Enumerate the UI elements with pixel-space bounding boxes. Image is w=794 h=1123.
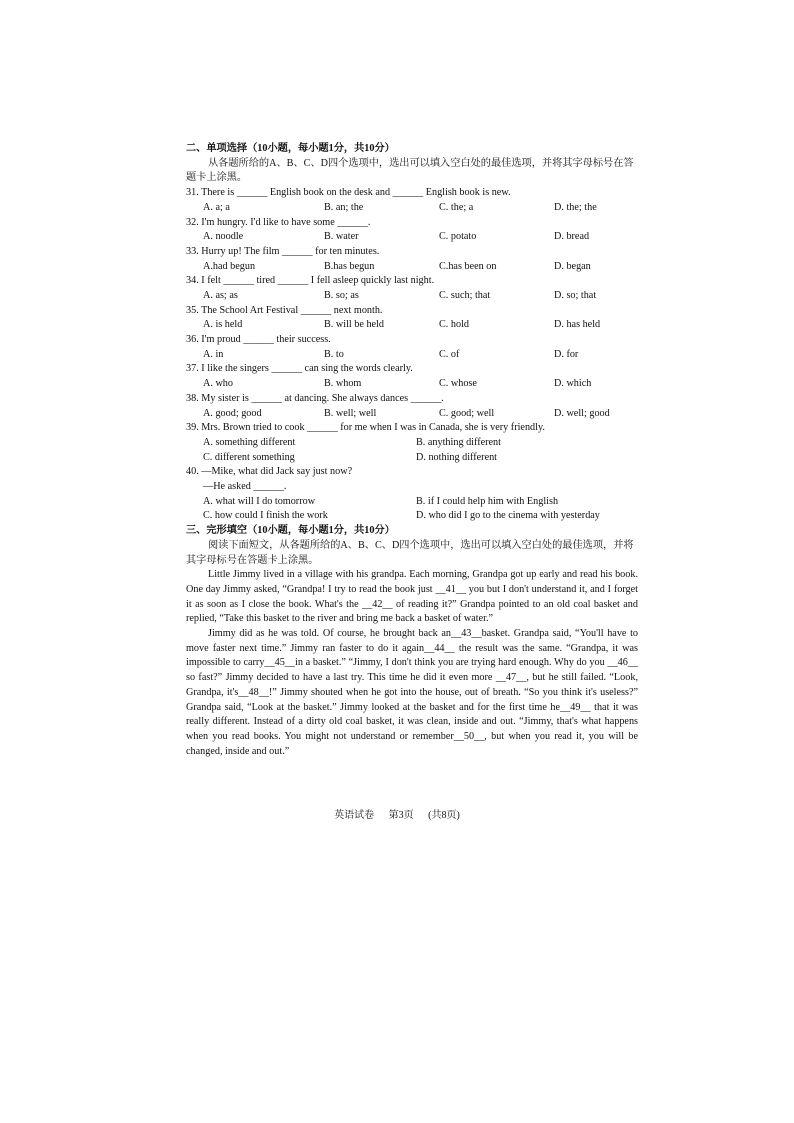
question-stem: 31. There is ______ English book on the desk and ______ English book is new. xyxy=(186,187,511,199)
option-c: C. different something xyxy=(203,451,295,463)
option-a: A. as; as xyxy=(203,289,238,301)
option-d: D. for xyxy=(554,348,579,360)
question-options xyxy=(186,348,638,363)
passage-paragraph-1: Little Jimmy lived in a village with his grandpa. Each morning, Grandpa got up early and read his book. One day Jimmy asked, “Grandpa! I try to read the book just __41__ you but I don't understand it, and I forget it as soon as I close the book. What's the __42__ of reading it?” Grandpa pointed to an old coal basket and replied, “Take this basket to the river and bring me back a basket of water.” xyxy=(186,569,638,625)
option-b: B. will be held xyxy=(324,319,384,331)
passage-paragraph-2: Jimmy did as he was told. Of course, he brought back an__43__basket. Grandpa said, “You'll have to move faster next time.” Jimmy ran faster to do it again__44__ the result was the same. “Grandpa, it was impossible to carry__45__in a basket.” “Jimmy, I don't think you are trying hard enough. Why do you __46__ so fast?” Jimmy decided to have a last try. This time he did it even more __47__, but he still failed. “Look, Grandpa, it's__48__!” Jimmy shouted when he got into the house, out of breath. “So you think it's useless?” Grandpa said, “Look at the basket.” Jimmy looked at the basket and for the first time he__49__ that it was really different. Instead of a dirty old coal basket, it was clean, inside and out. “Jimmy, that's what happens when you read books. You might not understand or remember__50__, but when you read it, you will be changed, inside and out.” xyxy=(186,628,638,757)
option-d: D. which xyxy=(554,378,592,390)
option-b: B. water xyxy=(324,231,359,243)
option-d: D. so; that xyxy=(554,289,597,301)
option-b: B.has begun xyxy=(324,260,375,272)
option-c: C. such; that xyxy=(439,289,491,301)
option-d: D. the; the xyxy=(554,201,597,213)
section3-title: 三、完形填空（10小题，每小题1分，共10分） xyxy=(186,525,395,537)
question-options xyxy=(186,377,638,392)
option-b: B. an; the xyxy=(324,201,364,213)
question-stem: 36. I'm proud ______ their success. xyxy=(186,334,331,346)
option-d: D. has held xyxy=(554,319,601,331)
question-stem: 37. I like the singers ______ can sing the words clearly. xyxy=(186,363,413,375)
option-b: B. to xyxy=(324,348,344,360)
option-c: C. the; a xyxy=(439,201,474,213)
question-39-options-row2 xyxy=(186,451,638,466)
question-options xyxy=(186,407,638,422)
question-options xyxy=(186,201,638,216)
question-39-options-row1 xyxy=(186,436,638,451)
cloze-passage xyxy=(186,568,638,759)
option-d: D. began xyxy=(554,260,591,272)
question-39-stem: 39. Mrs. Brown tried to cook ______ for me when I was in Canada, she is very friendly. xyxy=(186,422,545,434)
option-a: A. who xyxy=(203,378,233,390)
question-stem: 32. I'm hungry. I'd like to have some ______. xyxy=(186,216,371,228)
option-a: A. in xyxy=(203,348,224,360)
option-c: C. good; well xyxy=(439,407,495,419)
option-c: C. whose xyxy=(439,378,477,390)
section2-title: 二、单项选择（10小题，每小题1分，共10分） xyxy=(186,143,395,154)
option-d: D. bread xyxy=(554,231,590,243)
multiple-choice-list xyxy=(186,186,638,421)
option-c: C. hold xyxy=(439,319,470,331)
section3-instruction: 阅读下面短文，从各题所给的A、B、C、D四个选项中，选出可以填入空白处的最佳选项，并将其字母标号在答题卡上涂黑。 xyxy=(186,539,634,566)
question-options xyxy=(186,289,638,304)
option-a: A. is held xyxy=(203,319,243,331)
option-b: B. well; well xyxy=(324,407,377,419)
question-40-options-row1 xyxy=(186,495,638,510)
option-b: B. whom xyxy=(324,378,362,390)
option-d: D. who did I go to the cinema with yesterday xyxy=(416,510,600,522)
option-b: B. so; as xyxy=(324,289,359,301)
question-40-reply: —He asked ______. xyxy=(203,481,287,493)
question-options xyxy=(186,230,638,245)
section2-instruction: 从各题所给的A、B、C、D四个选项中，选出可以填入空白处的最佳选项，并将其字母标号在答题卡上涂黑。 xyxy=(186,157,634,184)
question-options xyxy=(186,260,638,275)
option-a: A. something different xyxy=(203,436,296,448)
option-b: B. if I could help him with English xyxy=(416,495,559,507)
footer-total-pages: (共8页) xyxy=(428,810,460,821)
footer-page-number: 第3页 xyxy=(388,810,414,821)
question-40-stem: 40. —Mike, what did Jack say just now? xyxy=(186,466,353,478)
option-d: D. nothing different xyxy=(416,451,498,463)
question-40-options-row2 xyxy=(186,509,638,524)
question-stem: 34. I felt ______ tired ______ I fell asleep quickly last night. xyxy=(186,275,435,287)
question-options xyxy=(186,318,638,333)
exam-content xyxy=(186,142,638,759)
option-d: D. well; good xyxy=(554,407,610,419)
question-stem: 38. My sister is ______ at dancing. She always dances ______. xyxy=(186,392,444,404)
option-a: A. good; good xyxy=(203,407,262,419)
option-a: A. what will I do tomorrow xyxy=(203,495,316,507)
option-c: C.has been on xyxy=(439,260,497,272)
option-a: A. noodle xyxy=(203,231,244,243)
option-c: C. potato xyxy=(439,231,477,243)
option-c: C. how could I finish the work xyxy=(203,510,328,522)
option-a: A. a; a xyxy=(203,201,230,213)
option-c: C. of xyxy=(439,348,460,360)
option-a: A.had begun xyxy=(203,260,256,272)
footer-subject: 英语试卷 xyxy=(334,810,375,821)
page-footer xyxy=(0,806,794,821)
question-stem: 33. Hurry up! The film ______ for ten minutes. xyxy=(186,245,380,257)
option-b: B. anything different xyxy=(416,436,501,448)
question-stem: 35. The School Art Festival ______ next month. xyxy=(186,304,383,316)
